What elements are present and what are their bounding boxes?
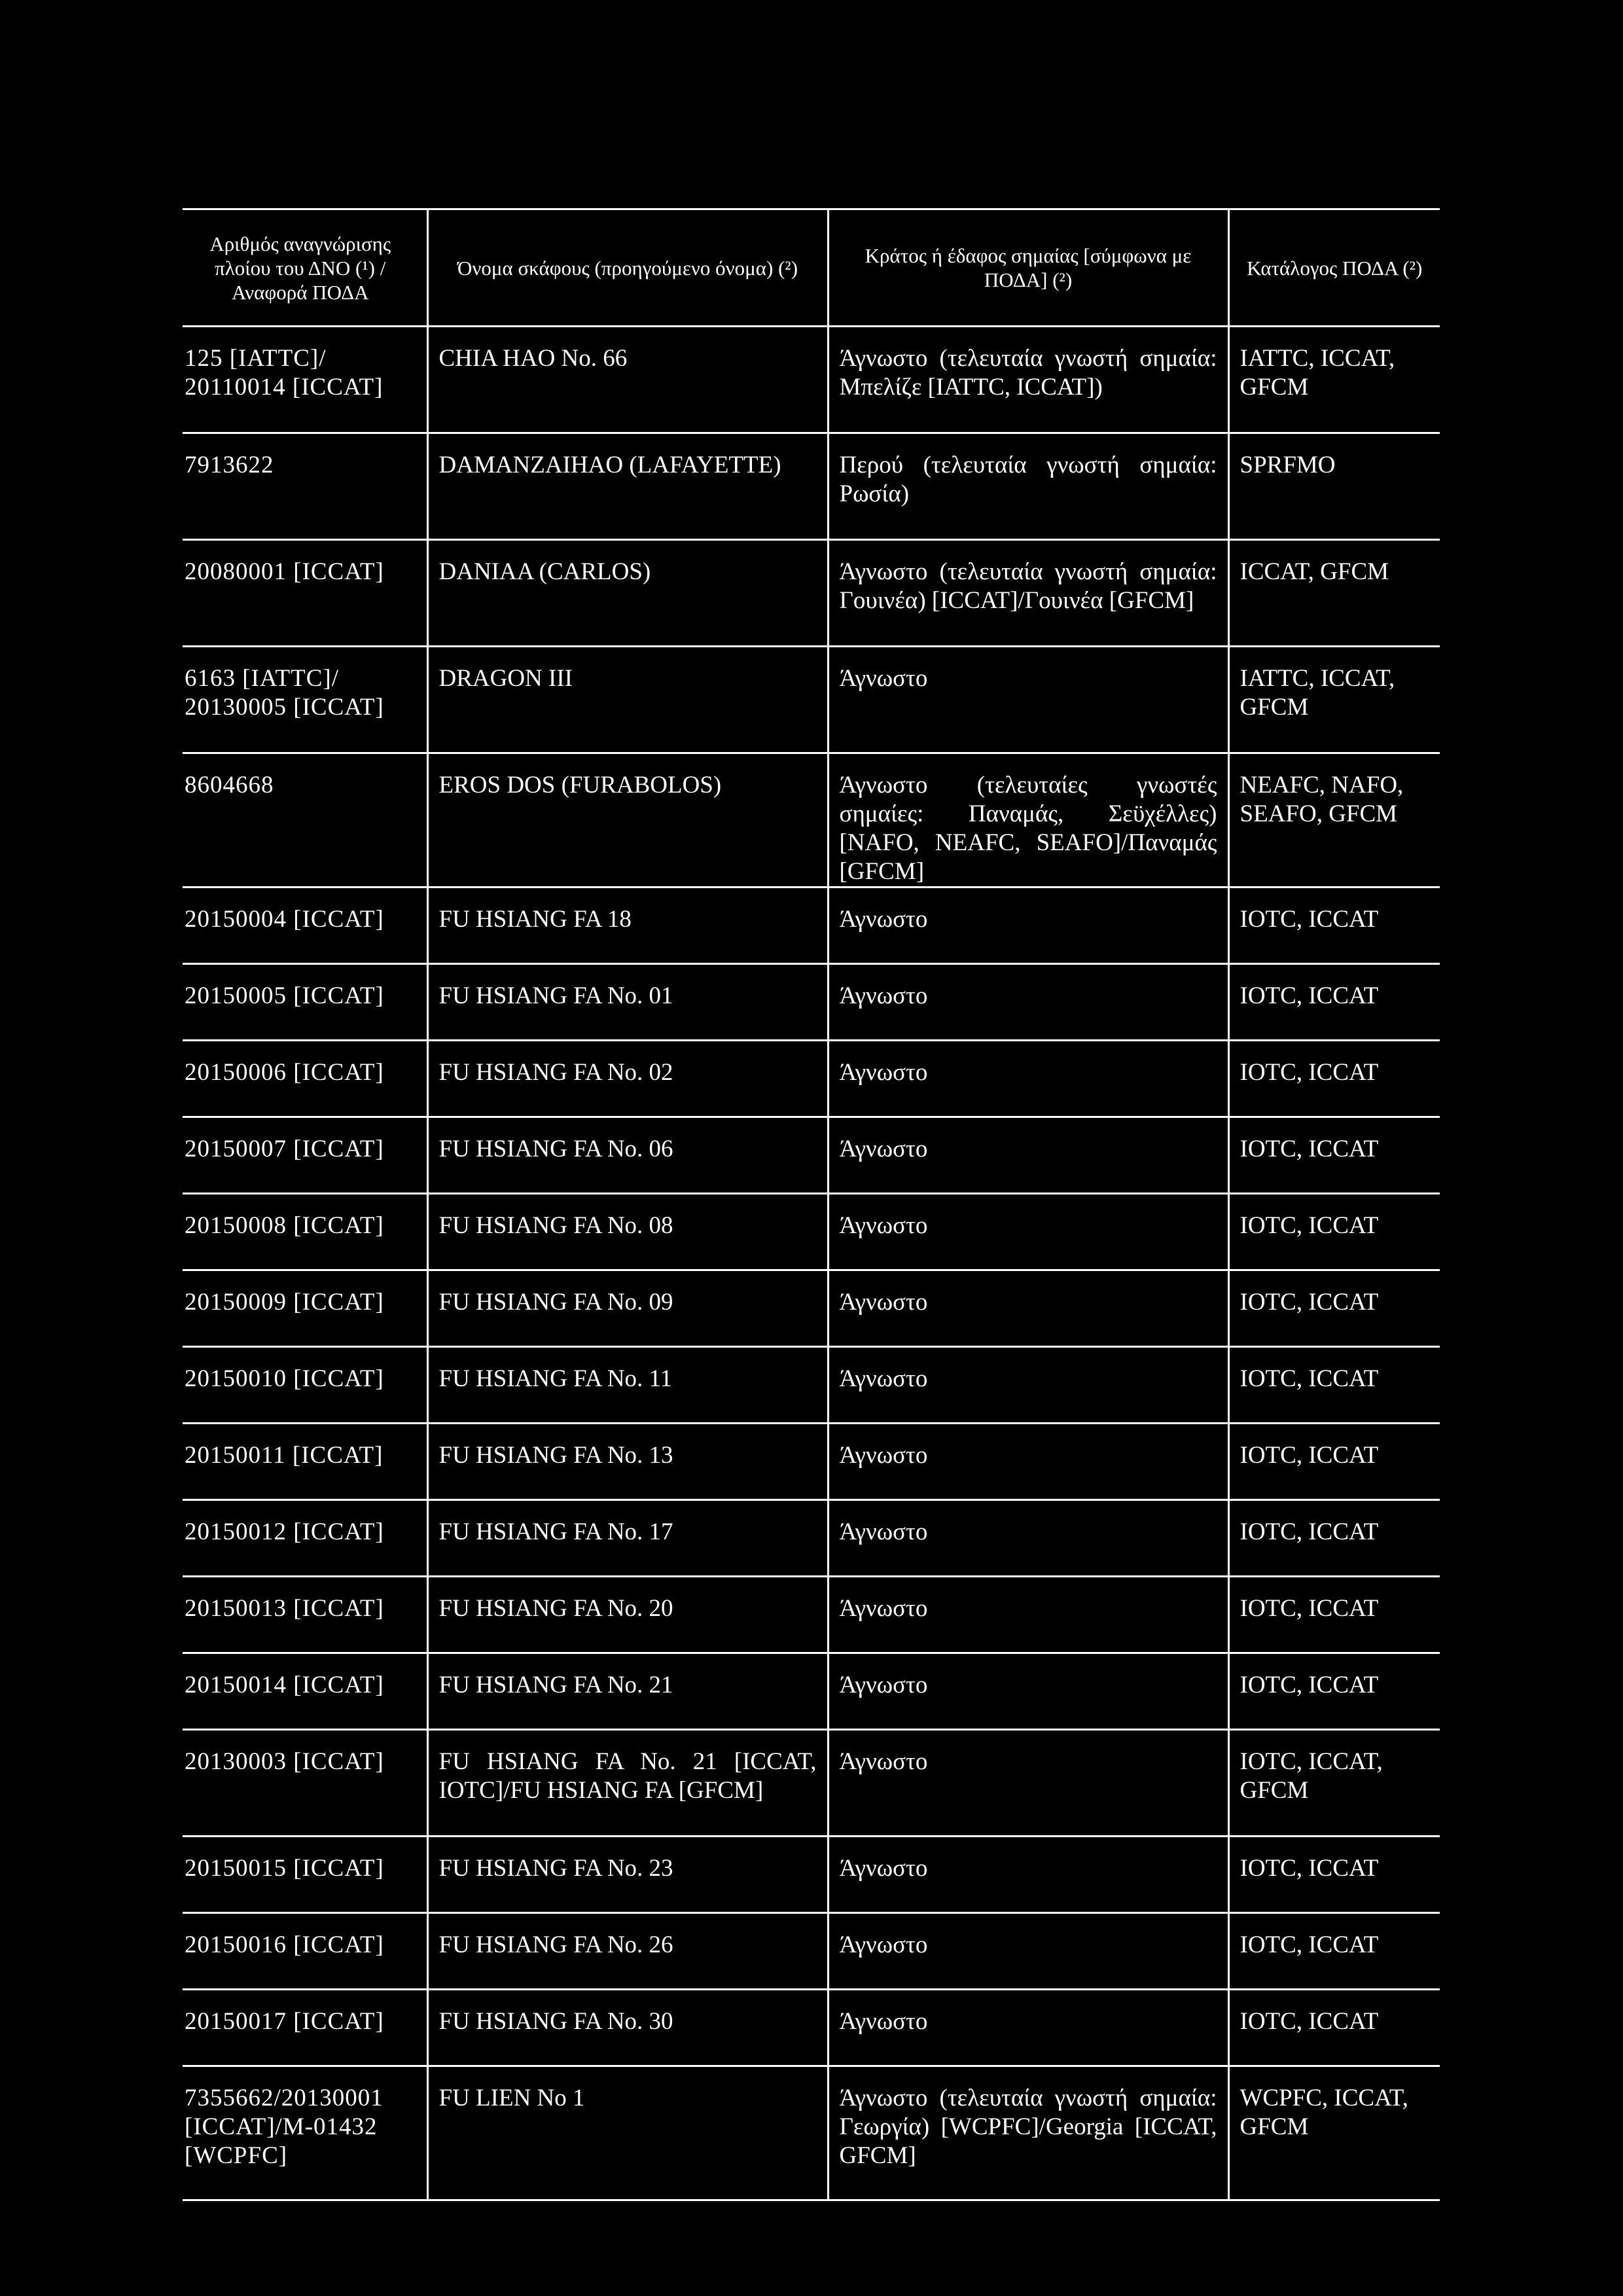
cell-rfmo: IOTC, ICCAT: [1228, 1270, 1440, 1347]
table-row: [183, 1577, 1440, 1653]
cell-name: DRAGON III: [427, 647, 828, 753]
cell-flag: Άγνωστο: [828, 1913, 1228, 1990]
table-row: [183, 964, 1440, 1041]
cell-rfmo: IATTC, ICCAT, GFCM: [1228, 327, 1440, 433]
cell-flag: Άγνωστο: [828, 888, 1228, 964]
cell-rfmo: IOTC, ICCAT: [1228, 888, 1440, 964]
cell-rfmo: IOTC, ICCAT: [1228, 1913, 1440, 1990]
table-body: [183, 327, 1440, 2200]
cell-rfmo: SPRFMO: [1228, 433, 1440, 540]
cell-name: FU HSIANG FA No. 01: [427, 964, 828, 1041]
cell-rfmo: WCPFC, ICCAT, GFCM: [1228, 2066, 1440, 2200]
header-row: [183, 209, 1440, 327]
cell-rfmo: IOTC, ICCAT: [1228, 1653, 1440, 1730]
cell-id: 7913622: [183, 433, 427, 540]
cell-flag: Άγνωστο: [828, 1194, 1228, 1270]
table-row: [183, 1347, 1440, 1424]
cell-flag: Άγνωστο: [828, 964, 1228, 1041]
cell-id: 7355662/20130001 [ICCAT]/M-01432 [WCPFC]: [183, 2066, 427, 2200]
cell-id: 125 [IATTC]/ 20110014 [ICCAT]: [183, 327, 427, 433]
cell-rfmo: IOTC, ICCAT, GFCM: [1228, 1730, 1440, 1837]
cell-name: FU HSIANG FA No. 21: [427, 1653, 828, 1730]
table-row: [183, 433, 1440, 540]
cell-name: FU HSIANG FA No. 13: [427, 1424, 828, 1500]
cell-id: 20150013 [ICCAT]: [183, 1577, 427, 1653]
table-row: [183, 1500, 1440, 1577]
header-rfmo-list: Κατάλογος ΠΟΔΑ (²): [1228, 209, 1440, 327]
header-flag-state: Κράτος ή έδαφος σημαίας [σύμφωνα με ΠΟΔΑ] (²): [828, 209, 1228, 327]
cell-name: FU HSIANG FA No. 08: [427, 1194, 828, 1270]
cell-id: 20150012 [ICCAT]: [183, 1500, 427, 1577]
cell-id: 20150015 [ICCAT]: [183, 1837, 427, 1913]
cell-flag: Άγνωστο: [828, 1117, 1228, 1194]
cell-id: 6163 [IATTC]/ 20130005 [ICCAT]: [183, 647, 427, 753]
cell-flag: Άγνωστο: [828, 647, 1228, 753]
table-row: [183, 1990, 1440, 2066]
table-row: [183, 1194, 1440, 1270]
cell-id: 20150016 [ICCAT]: [183, 1913, 427, 1990]
cell-id: 20150008 [ICCAT]: [183, 1194, 427, 1270]
cell-rfmo: IOTC, ICCAT: [1228, 1117, 1440, 1194]
cell-id: 20150014 [ICCAT]: [183, 1653, 427, 1730]
table-row: [183, 753, 1440, 888]
cell-id: 20150006 [ICCAT]: [183, 1041, 427, 1117]
cell-rfmo: IOTC, ICCAT: [1228, 1347, 1440, 1424]
cell-flag: Άγνωστο: [828, 1041, 1228, 1117]
cell-rfmo: IOTC, ICCAT: [1228, 1990, 1440, 2066]
cell-rfmo: IOTC, ICCAT: [1228, 1194, 1440, 1270]
table-row: [183, 2066, 1440, 2200]
cell-flag: Άγνωστο (τελευταία γνωστή σημαία: Γουινέα) [ICCAT]/Γουινέα [GFCM]: [828, 540, 1228, 647]
cell-flag: Άγνωστο (τελευταίες γνωστές σημαίες: Παναμάς, Σεϋχέλλες) [NAFO, NEAFC, SEAFO]/Παναμάς [GFCM]: [828, 753, 1228, 888]
cell-rfmo: IOTC, ICCAT: [1228, 1041, 1440, 1117]
cell-name: FU HSIANG FA No. 06: [427, 1117, 828, 1194]
vessel-list-table: [183, 208, 1440, 2201]
cell-id: 20150011 [ICCAT]: [183, 1424, 427, 1500]
table-header: [183, 209, 1440, 327]
table-row: [183, 540, 1440, 647]
cell-rfmo: ICCAT, GFCM: [1228, 540, 1440, 647]
cell-name: FU HSIANG FA No. 26: [427, 1913, 828, 1990]
cell-flag: Άγνωστο: [828, 1990, 1228, 2066]
cell-flag: Άγνωστο (τελευταία γνωστή σημαία: Γεωργία) [WCPFC]/Georgia [ICCAT, GFCM]: [828, 2066, 1228, 2200]
cell-id: 20150010 [ICCAT]: [183, 1347, 427, 1424]
cell-id: 20150007 [ICCAT]: [183, 1117, 427, 1194]
table-row: [183, 647, 1440, 753]
cell-rfmo: IOTC, ICCAT: [1228, 1577, 1440, 1653]
cell-name: FU HSIANG FA No. 30: [427, 1990, 828, 2066]
header-vessel-name: Όνομα σκάφους (προηγούμενο όνομα) (²): [427, 209, 828, 327]
cell-flag: Άγνωστο: [828, 1653, 1228, 1730]
cell-flag: Άγνωστο: [828, 1577, 1228, 1653]
cell-flag: Άγνωστο: [828, 1424, 1228, 1500]
cell-name: DANIAA (CARLOS): [427, 540, 828, 647]
cell-rfmo: IOTC, ICCAT: [1228, 1500, 1440, 1577]
cell-name: FU HSIANG FA No. 23: [427, 1837, 828, 1913]
cell-rfmo: IOTC, ICCAT: [1228, 1837, 1440, 1913]
cell-name: FU HSIANG FA No. 17: [427, 1500, 828, 1577]
cell-name: FU HSIANG FA 18: [427, 888, 828, 964]
cell-flag: Άγνωστο: [828, 1837, 1228, 1913]
table-row: [183, 1653, 1440, 1730]
cell-id: 20150004 [ICCAT]: [183, 888, 427, 964]
table-row: [183, 1837, 1440, 1913]
cell-id: 20130003 [ICCAT]: [183, 1730, 427, 1837]
table-row: [183, 1117, 1440, 1194]
table-row: [183, 1270, 1440, 1347]
header-imo-number: Αριθμός αναγνώρισης πλοίου του ΔΝΟ (¹) / Αναφορά ΠΟΔΑ: [183, 209, 427, 327]
cell-name: FU HSIANG FA No. 02: [427, 1041, 828, 1117]
cell-id: 20150017 [ICCAT]: [183, 1990, 427, 2066]
table-row: [183, 888, 1440, 964]
cell-id: 20080001 [ICCAT]: [183, 540, 427, 647]
cell-flag: Άγνωστο: [828, 1730, 1228, 1837]
cell-flag: Άγνωστο: [828, 1500, 1228, 1577]
cell-name: DAMANZAIHAO (LAFAYETTE): [427, 433, 828, 540]
table-row: [183, 1913, 1440, 1990]
cell-rfmo: IOTC, ICCAT: [1228, 1424, 1440, 1500]
cell-rfmo: IOTC, ICCAT: [1228, 964, 1440, 1041]
table-row: [183, 327, 1440, 433]
cell-id: 20150005 [ICCAT]: [183, 964, 427, 1041]
table-row: [183, 1730, 1440, 1837]
cell-name: EROS DOS (FURABOLOS): [427, 753, 828, 888]
cell-flag: Άγνωστο (τελευταία γνωστή σημαία: Μπελίζε [IATTC, ICCAT]): [828, 327, 1228, 433]
cell-flag: Άγνωστο: [828, 1347, 1228, 1424]
cell-flag: Περού (τελευταία γνωστή σημαία: Ρωσία): [828, 433, 1228, 540]
cell-rfmo: NEAFC, NAFO, SEAFO, GFCM: [1228, 753, 1440, 888]
cell-flag: Άγνωστο: [828, 1270, 1228, 1347]
cell-name: CHIA HAO No. 66: [427, 327, 828, 433]
cell-name: FU HSIANG FA No. 20: [427, 1577, 828, 1653]
cell-id: 8604668: [183, 753, 427, 888]
table-row: [183, 1424, 1440, 1500]
cell-rfmo: IATTC, ICCAT, GFCM: [1228, 647, 1440, 753]
cell-name: FU HSIANG FA No. 21 [ICCAT, IOTC]/FU HSIANG FA [GFCM]: [427, 1730, 828, 1837]
cell-name: FU HSIANG FA No. 09: [427, 1270, 828, 1347]
cell-name: FU HSIANG FA No. 11: [427, 1347, 828, 1424]
table-row: [183, 1041, 1440, 1117]
cell-id: 20150009 [ICCAT]: [183, 1270, 427, 1347]
cell-name: FU LIEN No 1: [427, 2066, 828, 2200]
